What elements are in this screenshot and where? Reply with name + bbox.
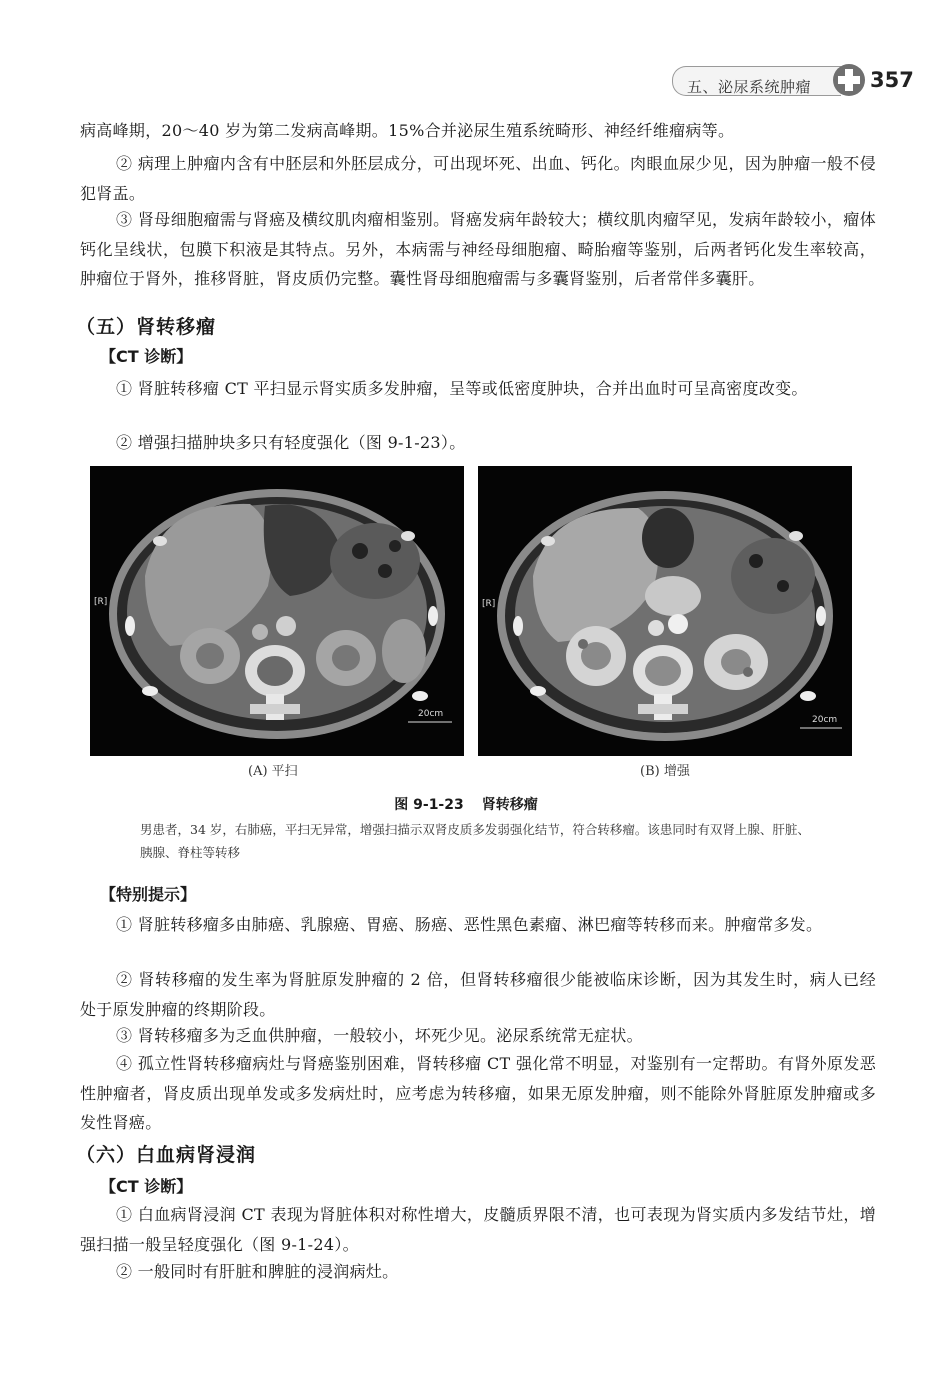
- ct-finding-leukemia-2: ② 一般同时有肝脏和脾脏的浸润病灶。: [116, 1262, 399, 1281]
- paragraph-continuation: 病高峰期，20～40 岁为第二发病高峰期。15%合并泌尿生殖系统畸形、神经纤维瘤病等。: [80, 121, 735, 140]
- section-heading-leukemia: （六）白血病肾浸润: [76, 1144, 257, 1166]
- ct-finding-2: ② 增强扫描肿块多只有轻度强化（图 9-1-23）。: [116, 433, 466, 452]
- ct-image-plain: [90, 466, 464, 756]
- running-header: [672, 62, 922, 98]
- orientation-marker: [R]: [482, 599, 496, 609]
- figure-title: [0, 794, 950, 814]
- tip-2: ② 肾转移瘤的发生率为肾脏原发肿瘤的 2 倍，但肾转移瘤很少能被临床诊断，因为其发生时，病人已经处于原发肿瘤的终期阶段。: [80, 970, 876, 1019]
- panel-label-a: (A) 平扫: [248, 764, 298, 779]
- medical-cross-icon: [832, 63, 866, 97]
- ct-scan-plain-graphic: [90, 466, 464, 756]
- ct-finding-leukemia-1: ① 白血病肾浸润 CT 表现为肾脏体积对称性增大，皮髓质界限不清，也可表现为肾实质内多发结节灶，增强扫描一般呈轻度强化（图 9-1-24）。: [80, 1205, 876, 1254]
- paragraph-differential: ③ 肾母细胞瘤需与肾癌及横纹肌肉瘤相鉴别。肾癌发病年龄较大；横纹肌肉瘤罕见，发病年龄较小，瘤体钙化呈线状，包膜下积液是其特点。另外，本病需与神经母细胞瘤、畸胎瘤等鉴别，后两者钙化发生率较高，肿瘤位于肾外，推移肾脏，肾皮质仍完整。囊性肾母细胞瘤需与多囊肾鉴别，后者常伴多囊肝。: [80, 210, 876, 288]
- tip-1: ① 肾脏转移瘤多由肺癌、乳腺癌、胃癌、肠癌、恶性黑色素瘤、淋巴瘤等转移而来。肿瘤常多发。: [116, 915, 823, 934]
- figure-caption: 男患者，34 岁，右肺癌，平扫无异常，增强扫描示双肾皮质多发弱强化结节，符合转移瘤。该患同时有双肾上腺、肝脏、胰腺、脊柱等转移: [140, 822, 810, 860]
- tip-4: ④ 孤立性肾转移瘤病灶与肾癌鉴别困难，肾转移瘤 CT 强化常不明显，对鉴别有一定帮助。有肾外原发恶性肿瘤者，肾皮质出现单发或多发病灶时，应考虑为转移瘤，如果无原发肿瘤，则不能除外肾脏原发肿瘤或多发性肾癌。: [80, 1054, 876, 1132]
- ct-finding-1: ① 肾脏转移瘤 CT 平扫显示肾实质多发肿瘤，呈等或低密度肿块，合并出血时可呈高密度改变。: [116, 379, 808, 398]
- section-heading-renal-metastasis: （五）肾转移瘤: [76, 316, 217, 338]
- ct-diagnosis-label: 【CT 诊断】: [100, 347, 193, 366]
- panel-label-b: (B) 增强: [640, 764, 690, 779]
- paragraph-pathology: ② 病理上肿瘤内含有中胚层和外胚层成分，可出现坏死、出血、钙化。肉眼血尿少见，因为肿瘤一般不侵犯肾盂。: [80, 154, 876, 203]
- special-tips-label: 【特别提示】: [100, 885, 197, 904]
- ct-image-enhanced: [478, 466, 852, 756]
- header-tab: [672, 66, 841, 96]
- page-number: 357: [870, 68, 914, 92]
- orientation-marker: [R]: [94, 597, 108, 607]
- tip-3: ③ 肾转移瘤多为乏血供肿瘤，一般较小，坏死少见。泌尿系统常无症状。: [116, 1026, 643, 1045]
- scale-label: 20cm: [418, 709, 444, 719]
- scale-label: 20cm: [812, 715, 838, 725]
- figure-name: 肾转移瘤: [481, 797, 538, 813]
- ct-diagnosis-label-2: 【CT 诊断】: [100, 1177, 193, 1196]
- chapter-title: 五、泌尿系统肿瘤: [687, 78, 812, 96]
- ct-scan-enhanced-graphic: [478, 466, 852, 756]
- figure-number: 图 9-1-23: [394, 797, 464, 813]
